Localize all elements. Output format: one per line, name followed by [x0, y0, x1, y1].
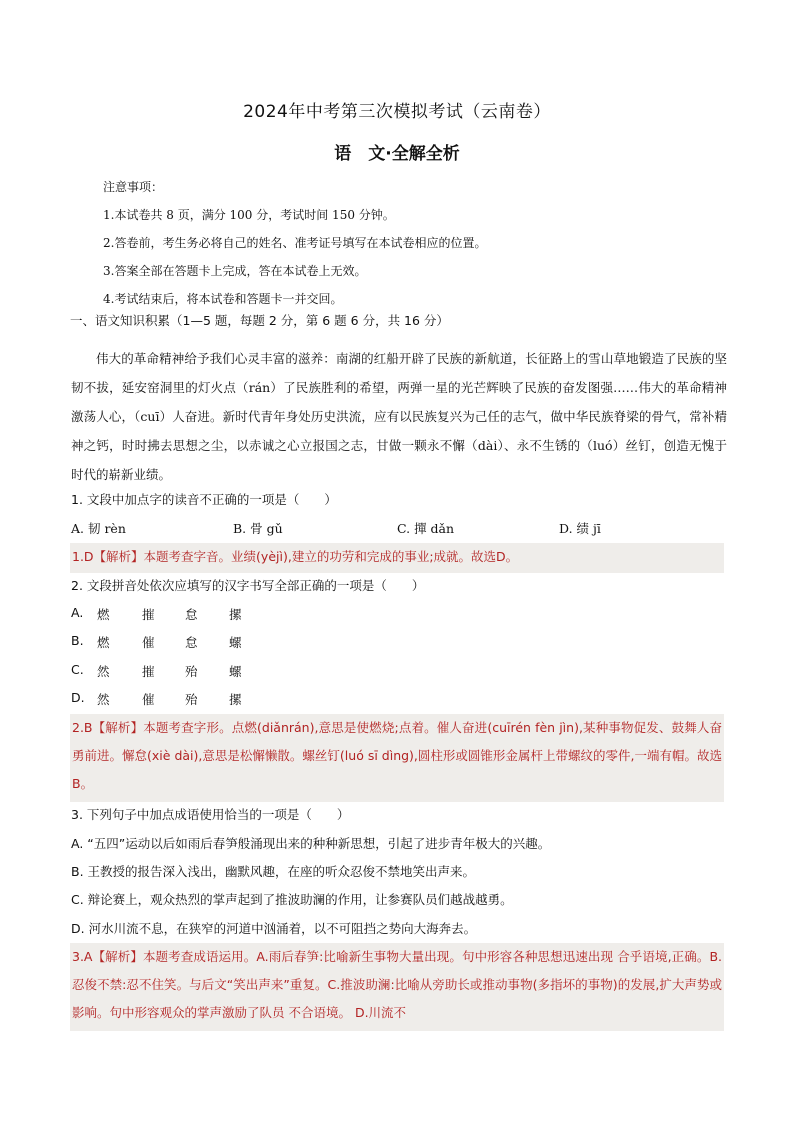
question-3-option-d: D. 河水川流不息，在狭窄的河道中汹涌着，以不可阻挡之势向大海奔去。 — [71, 921, 477, 936]
answer-1: 1.D【解析】本题考查字音。业绩(yèjì),建立的功劳和完成的事业;成就。故选D。 — [70, 543, 724, 573]
option-b: B. 骨 gǔ — [233, 521, 283, 536]
question-1-stem: 1. 文段中加点字的读音不正确的一项是（ ） — [71, 492, 337, 507]
question-1-options — [71, 519, 731, 537]
notice-block — [103, 173, 486, 313]
answer-2: 2.B【解析】本题考查字形。点燃(diǎnrán),意思是使燃烧;点着。催人奋进(cuīrén fèn jìn),某种事物促发、鼓舞人奋勇前进。懈怠(xiè dài),意思是松懈懒散。螺丝钉(luó sī dìng),圆柱形或圆锥形金属杆上带螺纹的零件,一端有帽。故选B。 — [70, 714, 724, 802]
answer-3: 3.A【解析】本题考查成语运用。A.雨后春笋:比喻新生事物大量出现。句中形容各种思想迅速出现 合乎语境,正确。B.忍俊不禁:忍不住笑。与后文“笑出声来”重复。C.推波助澜:比喻从旁助长或推动事物(多指坏的事物)的发展,扩大声势或影响。句中形容观众的掌声激励了队员 不合语境。 D.川流不 — [70, 943, 724, 1031]
question-3-option-b: B. 王教授的报告深入浅出，幽默风趣，在座的听众忍俊不禁地笑出声来。 — [71, 864, 476, 879]
page-subtitle: 语 文·全解全析 — [334, 144, 460, 164]
notice-item: 4.考试结束后，将本试卷和答题卡一并交回。 — [103, 292, 343, 306]
question-3-option-c: C. 辩论赛上，观众热烈的掌声起到了推波助澜的作用，让参赛队员们越战越勇。 — [71, 892, 513, 907]
option-d: D. 绩 jī — [559, 521, 601, 536]
option-c: C. 撣 dǎn — [397, 521, 455, 536]
notice-item: 3.答案全部在答题卡上完成，答在本试卷上无效。 — [103, 264, 367, 278]
document-page: 2024年中考第三次模拟考试（云南卷） 语 文·全解全析 注意事项： 1.本试卷共 8 页，满分 100 分，考试时间 150 分钟。 2.答卷前，考生务必将自己的姓名、准考证号填写在本试卷相应的位置。 3.答案全部在答题卡上完成，答在本试卷上无效。 4.考试结束后，将本试卷和答题卡一并交回。 一、语文知识积累（1—5 题，每题 2 分，第 6 题 6 分，共 16 分） 伟大的革命精神给予我们心灵丰富的滋养：南湖的红船开辟了民族的新航道，长征路上的雪山草地锻造了民族的坚韧不拔，延安窑洞里的灯火点（rán）了民族胜利的希望，两弹一星的光芒辉映了民族的奋发图强……伟大的革命精神激荡人心，（cuī）人奋进。新时代青年身处历史洪流，应有以民族复兴为己任的志气，做中华民族脊梁的骨气，常补精神之钙，时时拂去思想之尘，以赤诚之心立报国之志，甘做一颗永不懈（dài）、永不生锈的（luó）丝钉，创造无愧于时代的崭新业绩。 1. 文段中加点字的读音不正确的一项是（ ） A. 韧 rèn B. 骨 gǔ C. 撣 dǎn D. 绩 jī 1.D【解析】本题考查字音。业绩(yèjì),建立的功劳和完成的事业;成就。故选D。 2. 文段拼音处依次应填写的汉字书写全部正确的一项是（ ） A. 燃 摧 怠 摞 B. 燃 催 怠 螺 C. 然 摧 殆 螺 D. 然 催 殆 摞 2.B【解析】本题考查字形。点燃(diǎnrán),意思是使燃烧;点着。催人奋进(cuīrén fèn jìn),某种事物促发、鼓舞人奋勇前进。懈怠(xiè dài),意思是松懈懒散。螺丝钉(luó sī dìng),圆柱形或圆锥形金属杆上带螺纹的零件,一端有帽。故选B。 3. 下列句子中加点成语使用恰当的一项是（ ） A. “五四”运动以后如雨后春笋般涌现出来的种种新思想，引起了进步青年极大的兴趣。 B. 王教授的报告深入浅出，幽默风趣，在座的听众忍俊不禁地笑出声来。 C. 辩论赛上，观众热烈的掌声起到了推波助澜的作用，让参赛队员们越战越勇。 D. 河水川流不息，在狭窄的河道中汹涌着，以不可阻挡之势向大海奔去。 3.A【解析】本题考查成语运用。A.雨后春笋:比喻新生事物大量出现。句中形容各种思想迅速出现 合乎语境,正确。B.忍俊不禁:忍不住笑。与后文“笑出声来”重复。C.推波助澜:比喻从旁助长或推动事物(多指坏的事物)的发展,扩大声势或影响。句中形容观众的掌声激励了队员 不合语境。 D.川流不 — [0, 0, 794, 1123]
option-a: A. 韧 rèn — [71, 521, 126, 536]
page-title: 2024年中考第三次模拟考试（云南卷） — [243, 102, 551, 122]
section-heading: 一、语文知识积累（1—5 题，每题 2 分，第 6 题 6 分，共 16 分） — [70, 313, 449, 328]
question-2-stem: 2. 文段拼音处依次应填写的汉字书写全部正确的一项是（ ） — [71, 578, 425, 593]
question-3-stem: 3. 下列句子中加点成语使用恰当的一项是（ ） — [71, 807, 350, 822]
notice-heading: 注意事项： — [103, 180, 164, 194]
notice-item: 2.答卷前，考生务必将自己的姓名、准考证号填写在本试卷相应的位置。 — [103, 236, 487, 250]
question-3-option-a: A. “五四”运动以后如雨后春笋般涌现出来的种种新思想，引起了进步青年极大的兴趣。 — [71, 836, 551, 851]
reading-passage: 伟大的革命精神给予我们心灵丰富的滋养：南湖的红船开辟了民族的新航道，长征路上的雪山草地锻造了民族的坚韧不拔，延安窑洞里的灯火点（rán）了民族胜利的希望，两弹一星的光芒辉映了民族的奋发图强……伟大的革命精神激荡人心，（cuī）人奋进。新时代青年身处历史洪流，应有以民族复兴为己任的志气，做中华民族脊梁的骨气，常补精神之钙，时时拂去思想之尘，以赤诚之心立报国之志，甘做一颗永不懈（dài）、永不生锈的（luó）丝钉，创造无愧于时代的崭新业绩。 — [71, 351, 727, 482]
notice-item: 1.本试卷共 8 页，满分 100 分，考试时间 150 分钟。 — [103, 208, 395, 222]
